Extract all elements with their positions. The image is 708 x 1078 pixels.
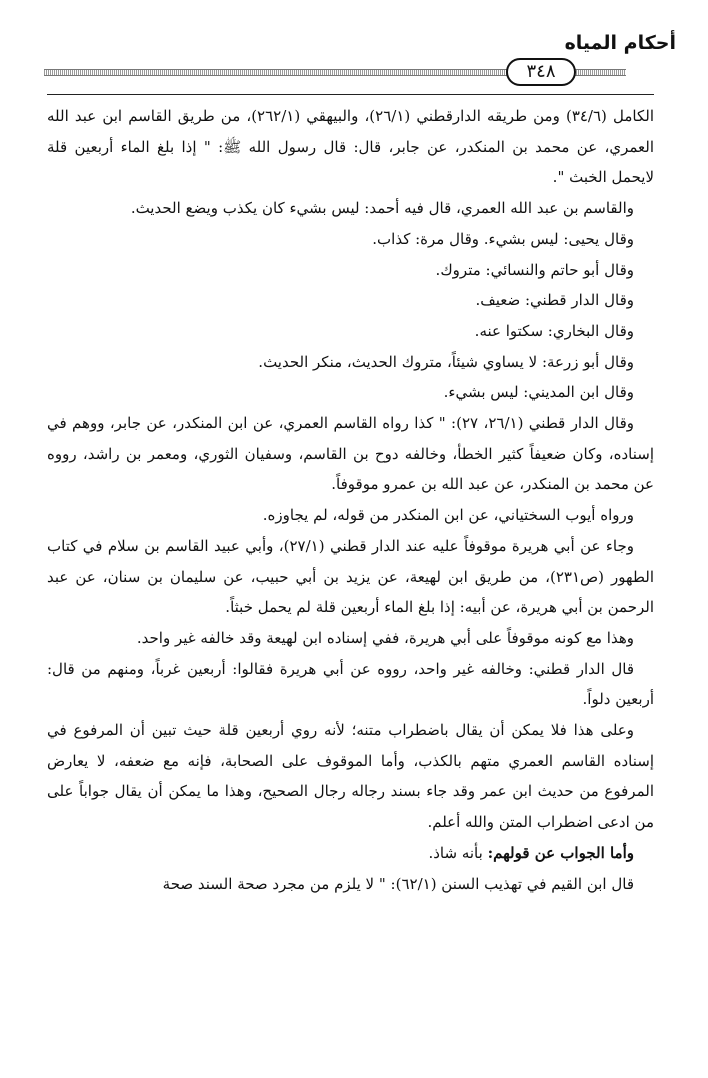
answer-heading-rest: بأنه شاذ. [428,843,488,862]
paragraph-4: وقال أبو حاتم والنسائي: متروك. [435,260,634,279]
paragraph-2: والقاسم بن عبد الله العمري، قال فيه أحمد: ليس بشيء كان يكذب ويضع الحديث. [130,199,634,218]
paragraph-14: وعلى هذا فلا يمكن أن يقال باضطراب متنه؛ لأنه روي أربعين قلة حيث تبين أن المرفوع في إسناده القاسم العمري متهم بالكذب، وأما الموقوف على الصحابة، فإنه مع ضعفه، لا يعارض المرفوع من حديث ابن عمر وقد جاء بسند رجاله رجال الصحيح، وهذا ما يمكن أن يقال جواباً على من ادعى اضطراب المتن والله أعلم. [47,721,654,832]
paragraph-10: ورواه أيوب السختياني، عن ابن المنكدر من قوله، لم يجاوزه. [262,506,634,525]
paragraph-8: وقال ابن المديني: ليس بشيء. [443,383,634,402]
paragraph-7: وقال أبو زرعة: لا يساوي شيئاً، متروك الحديث، منكر الحديث. [258,352,634,371]
paragraph-6: وقال البخاري: سكتوا عنه. [474,321,634,340]
paragraph-12: وهذا مع كونه موقوفاً على أبي هريرة، ففي إسناده ابن لهيعة وقد خالفه غير واحد. [136,628,634,647]
paragraph-3: وقال يحيى: ليس بشيء. وقال مرة: كذاب. [372,229,634,248]
book-title: أحكام المياه [564,32,676,54]
page-number: ٣٤٨ [506,58,576,86]
paragraph-1: الكامل (٣٤/٦) ومن طريقه الدارقطني (٢٦/١)، والبيهقي (٢٦٢/١)، من طريق القاسم ابن عبد الله العمري، عن محمد بن المنكدر، عن جابر، قال: قال رسول الله ﷺ: " إذا بلغ الماء أربعين قلة لايحمل الخبث ". [47,94,654,193]
paragraph-13: قال الدار قطني: وخالفه غير واحد، رووه عن أبي هريرة فقالوا: أربعين غرباً، ومنهم من قال: أربعين دلواً. [47,659,654,709]
paragraph-11: وجاء عن أبي هريرة موقوفاً عليه عند الدار قطني (٢٧/١)، وأبي عبيد القاسم بن سلام في كتاب الطهور (ص٢٣١)، من طريق ابن لهيعة، عن يزيد بن أبي حبيب، عن سليمان بن سنان، عن عبد الرحمن بن أبي هريرة، عن أبيه: إذا بلغ الماء أربعين قلة لم يحمل خبثاً. [47,536,654,617]
answer-heading-bold: وأما الجواب عن قولهم: [487,843,634,862]
paragraph-5: وقال الدار قطني: ضعيف. [475,291,634,310]
last-paragraph: قال ابن القيم في تهذيب السنن (٦٢/١): " لا يلزم من مجرد صحة السند صحة [162,874,634,893]
answer-heading [47,838,654,869]
paragraph-9: وقال الدار قطني (٢٦/١، ٢٧): " كذا رواه القاسم العمري، عن ابن المنكدر، عن جابر، ووهم في إسناده، وكان ضعيفاً كثير الخطأ، وخالفه دوح بن القاسم، وسفيان الثوري، ومعمر بن راشد، رووه عن محمد بن المنكدر، عن عبد الله بن عمرو موقوفاً. [47,414,654,494]
body-text [47,94,654,899]
